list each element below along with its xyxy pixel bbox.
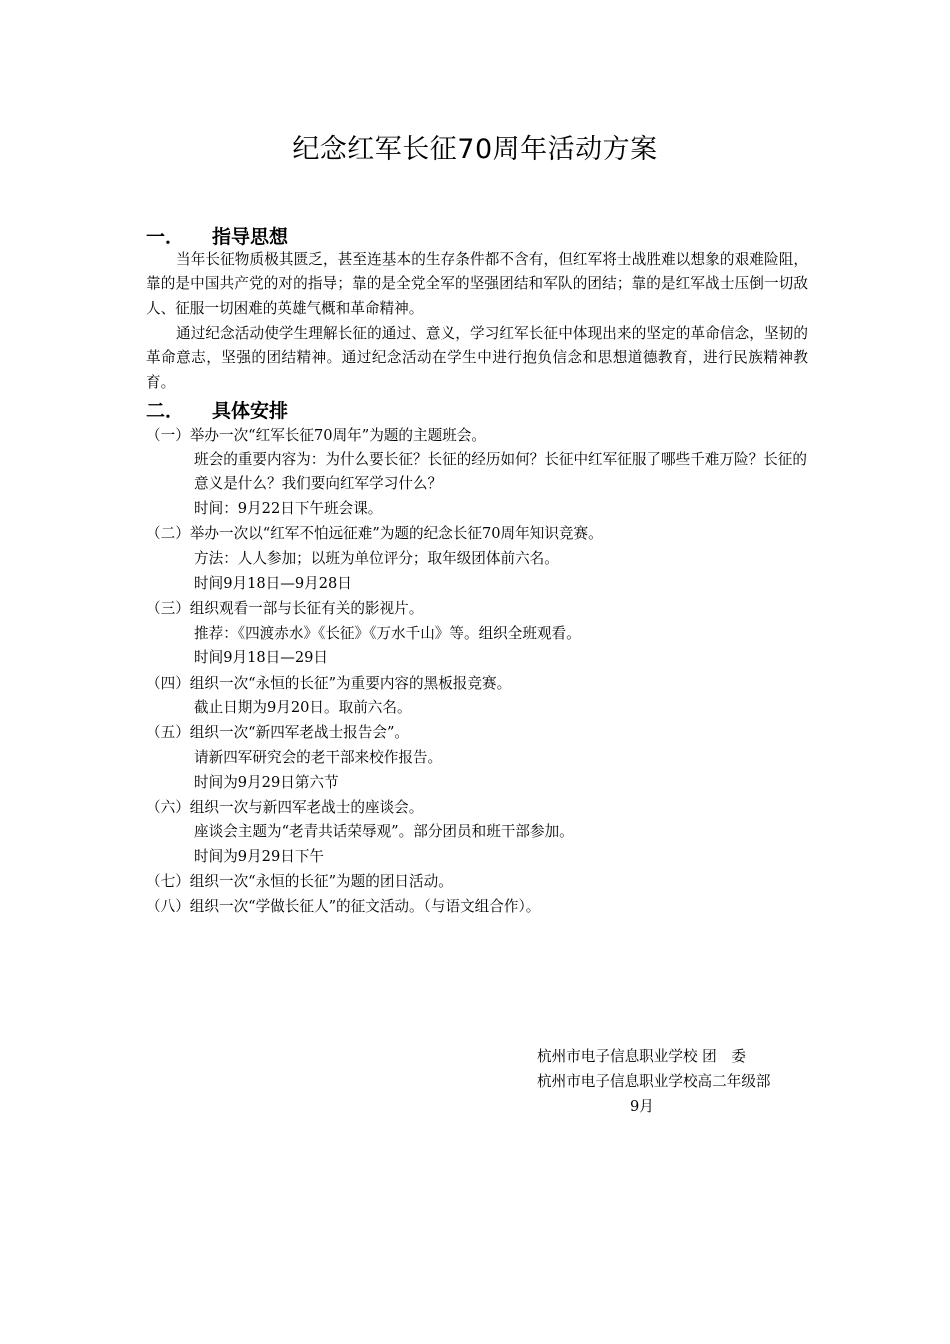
- section-1-number: 一．: [146, 226, 185, 248]
- list-item-6-time: 时间为9月29日下午: [194, 848, 325, 865]
- list-item-3: （三）组织观看一部与长征有关的影视片。: [146, 600, 424, 617]
- paragraph-2: 通过纪念活动使学生理解长征的通过、意义，学习红军长征中体现出来的坚定的革命信念，坚韧的革命意志，坚强的团结精神。通过纪念活动在学生中进行抱负信念和思想道德教育，进行民族精神教育。: [146, 325, 808, 391]
- section-2-title: 具体安排: [212, 400, 289, 422]
- list-item-6-theme: 座谈会主题为“老青共话荣辱观”。部分团员和班干部参加。: [194, 823, 574, 840]
- section-2-number: 二．: [146, 400, 185, 422]
- list-item-4-deadline: 截止日期为9月20日。取前六名。: [194, 699, 412, 716]
- signature-line-2: 杭州市电子信息职业学校高二年级部: [537, 1073, 771, 1090]
- list-item-8: （八）组织一次“学做长征人”的征文活动。（与语文组合作）。: [146, 898, 541, 915]
- list-item-4: （四）组织一次“永恒的长征”为重要内容的黑板报竞赛。: [146, 675, 512, 692]
- list-item-3-recommend: 推荐：《四渡赤水》《长征》《万水千山》等。组织全班观看。: [194, 625, 581, 642]
- section-1-title: 指导思想: [212, 226, 289, 248]
- document-title: 纪念红军长征70周年活动方案: [292, 134, 658, 165]
- signature-line-1: 杭州市电子信息职业学校 团 委: [537, 1048, 746, 1065]
- list-item-6: （六）组织一次与新四军老战士的座谈会。: [146, 799, 424, 816]
- list-item-7: （七）组织一次“永恒的长征”为题的团日活动。: [146, 873, 453, 890]
- list-item-5: （五）组织一次“新四军老战士报告会”。: [146, 724, 410, 741]
- section-1-heading: [146, 224, 288, 250]
- list-item-2-time: 时间9月18日—9月28日: [194, 575, 352, 592]
- list-item-3-time: 时间9月18日—29日: [194, 649, 328, 666]
- list-item-2: （二）举办一次以“红军不怕远征难”为题的纪念长征70周年知识竞赛。: [146, 525, 603, 542]
- list-item-5-detail: 请新四军研究会的老干部来校作报告。: [194, 749, 443, 766]
- section-2-heading: [146, 398, 288, 424]
- list-item-1: （一）举办一次“红军长征70周年”为题的主题班会。: [146, 427, 486, 444]
- signature-date: 9月: [630, 1098, 654, 1115]
- list-item-1-time: 时间：9月22日下午班会课。: [194, 500, 383, 517]
- list-item-5-time: 时间为9月29日第六节: [194, 774, 339, 791]
- list-item-1-detail: 班会的重要内容为：为什么要长征？长征的经历如何？长征中红军征服了哪些千难万险？长征的意义是什么？我们要向红军学习什么？: [194, 451, 807, 492]
- list-item-2-method: 方法：人人参加；以班为单位评分；取年级团体前六名。: [194, 550, 559, 567]
- paragraph-1: 当年长征物质极其匮乏，甚至连基本的生存条件都不含有，但红军将士战胜难以想象的艰难险阻，靠的是中国共产党的对的指导；靠的是全党全军的坚强团结和军队的团结；靠的是红军战士压倒一切敌人、征服一切困难的英雄气概和革命精神。: [146, 251, 808, 317]
